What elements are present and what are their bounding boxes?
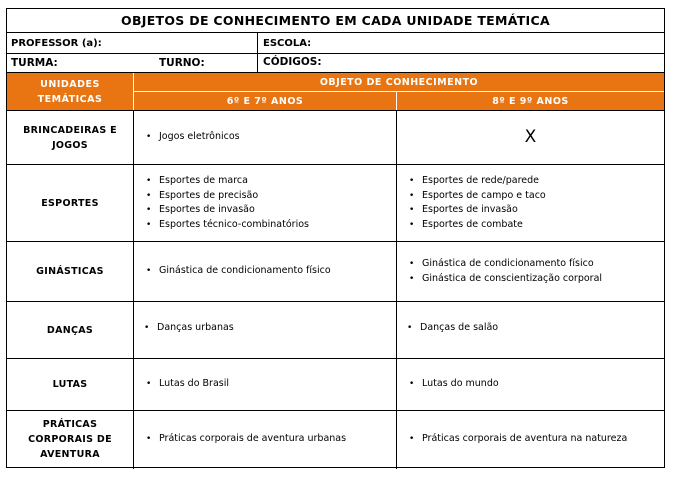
theme-aventura: PRÁTICAS CORPORAIS DE AVENTURA <box>28 419 112 460</box>
cell-aventura-8-9 <box>397 411 664 468</box>
divider <box>134 91 664 92</box>
list-item: • Práticas corporais de aventura na natureza <box>409 433 628 445</box>
cell-ginasticas-6-7 <box>134 242 396 301</box>
list-item: • Lutas do Brasil <box>146 378 229 390</box>
turno-label: TURNO: <box>159 57 205 69</box>
list-item: • Ginástica de condicionamento físico <box>146 265 331 277</box>
list-item: • Práticas corporais de aventura urbanas <box>146 433 347 445</box>
list-item: • Danças de salão <box>407 321 499 333</box>
theme-esportes: ESPORTES <box>41 197 99 209</box>
header-col-6-7: 6º E 7º ANOS <box>134 92 396 110</box>
list-item: • Esportes de campo e taco <box>409 189 546 201</box>
theme-ginasticas: GINÁSTICAS <box>36 266 104 277</box>
divider <box>133 73 134 110</box>
divider <box>396 92 397 110</box>
header-objeto: OBJETO DE CONHECIMENTO <box>134 73 664 91</box>
cell-aventura-6-7 <box>134 411 396 468</box>
cell-dancas-6-7 <box>134 302 396 354</box>
turma-label: TURMA: <box>11 57 58 69</box>
list-item: • Esportes de precisão <box>146 189 259 201</box>
list-item: • Esportes de rede/parede <box>409 175 540 186</box>
cell-dancas-8-9 <box>397 302 664 354</box>
cell-esportes-8-9 <box>397 165 664 241</box>
cell-lutas-8-9 <box>397 359 664 410</box>
list-item: • Esportes de marca <box>146 175 248 186</box>
codigos-label: CÓDIGOS: <box>263 56 322 68</box>
curriculum-table <box>6 8 665 468</box>
cell-esportes-6-7 <box>134 165 396 241</box>
theme-dancas: DANÇAS <box>46 324 94 336</box>
header-col-8-9: 8º E 9º ANOS <box>397 92 664 110</box>
list-item: • Esportes de invasão <box>146 204 255 215</box>
cell-brincadeiras-8-9: X <box>524 127 537 148</box>
professor-label: PROFESSOR (a): <box>11 38 102 49</box>
divider <box>7 53 664 54</box>
list-item: • Jogos eletrônicos <box>146 131 240 143</box>
divider <box>257 33 258 73</box>
list-item: • Esportes de combate <box>409 218 523 230</box>
table-title: OBJETOS DE CONHECIMENTO EM CADA UNIDADE TEMÁTICA <box>7 9 664 33</box>
list-item: • Danças urbanas <box>144 321 234 333</box>
list-item: • Ginástica de condicionamento físico <box>409 258 594 269</box>
cell-brincadeiras-6-7 <box>134 111 396 164</box>
cell-ginasticas-8-9 <box>397 242 664 301</box>
list-item: • Lutas do mundo <box>409 378 499 390</box>
theme-lutas: LUTAS <box>52 379 88 390</box>
escola-label: ESCOLA: <box>263 38 312 49</box>
list-item: • Esportes de invasão <box>409 204 518 215</box>
header-unidades: UNIDADES TEMÁTICAS <box>7 73 133 110</box>
list-item: • Esportes técnico-combinatórios <box>146 218 309 230</box>
theme-brincadeiras: BRINCADEIRAS E JOGOS <box>23 124 117 151</box>
list-item: • Ginástica de conscientização corporal <box>409 272 603 284</box>
cell-lutas-6-7 <box>134 359 396 410</box>
